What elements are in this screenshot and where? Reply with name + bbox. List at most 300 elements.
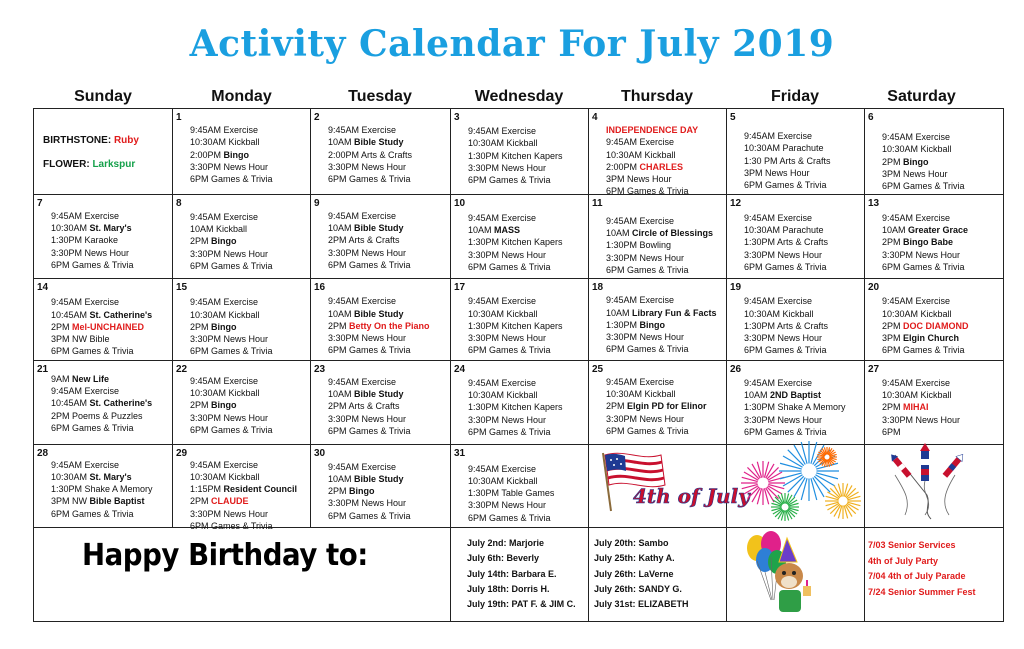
- day-cell: [311, 109, 451, 195]
- activity-highlight: Resident Council: [223, 484, 298, 495]
- activity-highlight: Elgin PD for Elinor: [627, 401, 707, 412]
- activity-highlight: St. Catherine's: [89, 309, 153, 320]
- day-cell: [173, 444, 311, 531]
- activity-item: 3:30PM News Hour: [606, 332, 685, 343]
- activity-list: [606, 124, 724, 198]
- activity-item: 9:45AM Exercise: [468, 126, 537, 136]
- day-cell-content: [589, 445, 750, 528]
- day-number: 10: [454, 197, 466, 209]
- activity-list: [606, 376, 724, 437]
- activity-item: 10:30AM Kickball: [882, 390, 952, 401]
- day-cell: [34, 360, 173, 444]
- activity-highlight: Bible Study: [354, 389, 404, 400]
- activity-item: 1:15PM Resident Council: [190, 484, 298, 495]
- calendar-grid: [33, 108, 1004, 622]
- activity-item: 6PM Games & Trivia: [744, 427, 827, 438]
- happy-birthday-heading: Happy Birthday to:: [82, 538, 368, 574]
- weekday-thursday: Thursday: [620, 88, 693, 105]
- day-number: 26: [730, 363, 742, 375]
- day-number: 9: [314, 197, 320, 209]
- activity-item: 3:30PM News Hour: [468, 414, 547, 425]
- activity-item: 3:30PM News Hour: [882, 249, 961, 260]
- birthday-list: [594, 536, 689, 612]
- activity-item: 9:45AM Exercise: [882, 132, 951, 142]
- activity-item: 6PM Games & Trivia: [468, 261, 551, 272]
- day-cell-content: [865, 109, 1003, 194]
- day-number: 12: [730, 197, 742, 209]
- activity-item: 6PM Games & Trivia: [606, 426, 689, 437]
- day-cell: [34, 444, 173, 528]
- activity-item: 3PM Elgin Church: [882, 333, 960, 344]
- activity-special: DOC DIAMOND: [903, 320, 969, 331]
- activity-item: 2PM Bingo: [328, 486, 375, 497]
- day-number: 24: [454, 363, 466, 375]
- day-cell: [451, 279, 589, 361]
- birthday-item: July 2nd: Marjorie: [467, 538, 545, 549]
- party-image-cell: [727, 528, 865, 622]
- activity-highlight: Bible Study: [354, 137, 404, 148]
- day-cell: [589, 279, 727, 361]
- activity-highlight: 2ND Baptist: [770, 390, 822, 401]
- day-cell: [589, 194, 727, 279]
- day-cell-content: [865, 361, 1003, 444]
- day-number: 11: [592, 197, 603, 209]
- day-cell-content: [173, 445, 310, 531]
- activity-item: 6PM Games & Trivia: [468, 427, 551, 438]
- activity-item: 3:30PM News Hour: [190, 508, 269, 519]
- day-cell-content: [865, 279, 1003, 360]
- events-content: [865, 528, 1003, 621]
- day-cell-content: [451, 279, 588, 360]
- birthstone-caption: BIRTHSTONE:: [43, 135, 114, 146]
- activity-list: [744, 377, 862, 438]
- day-cell-content: [34, 109, 172, 194]
- activity-item: 10:30AM Kickball: [190, 137, 260, 148]
- activity-item: 2:00PM CHARLES: [606, 161, 684, 172]
- activity-item: 1:30PM Arts & Crafts: [744, 237, 829, 248]
- activity-list: [51, 373, 170, 434]
- day-cell-content: [589, 361, 726, 444]
- activity-item: 10:30AM St. Mary's: [51, 222, 132, 233]
- birthday-list-cell: [589, 528, 727, 622]
- day-number: 30: [314, 447, 326, 459]
- activity-item: 6PM Games & Trivia: [328, 426, 411, 437]
- day-cell: [589, 444, 750, 528]
- activity-item: 2:00PM Bingo: [190, 149, 250, 160]
- day-cell: [589, 360, 727, 444]
- activity-list: [468, 212, 586, 273]
- activity-item: 9:45AM Exercise: [882, 296, 951, 307]
- weekday-wednesday: Wednesday: [474, 88, 564, 105]
- activity-item: 3:30PM News Hour: [744, 414, 823, 425]
- activity-list: [882, 131, 1001, 192]
- activity-item: 2PM Bingo: [190, 321, 237, 332]
- activity-item: 2:00PM Arts & Crafts: [328, 149, 413, 160]
- day-cell-content: [34, 445, 172, 528]
- activity-list: [468, 295, 586, 356]
- activity-item: 1:30PM Karaoke: [51, 235, 119, 246]
- activity-item: 3:30PM News Hour: [744, 333, 823, 344]
- birthday-list-content: [589, 528, 726, 621]
- activity-item: 3:30PM News Hour: [468, 333, 547, 344]
- fireworks-icon: [727, 445, 863, 525]
- birthday-item: July 31st: ELIZABETH: [594, 599, 689, 610]
- day-cell-content: [727, 361, 864, 444]
- activity-item: 10:30AM Kickball: [882, 144, 952, 155]
- activity-highlight: St. Mary's: [89, 222, 132, 233]
- day-number: 15: [176, 282, 188, 294]
- activity-list: [328, 376, 448, 437]
- activity-highlight: Circle of Blessings: [632, 227, 714, 238]
- day-cell-content: [451, 195, 588, 279]
- day-number: 3: [454, 112, 460, 123]
- activity-item: 9:45AM Exercise: [744, 212, 813, 223]
- day-cell: [311, 194, 451, 279]
- activity-item: 6PM Games & Trivia: [51, 346, 134, 357]
- birthday-item: July 19th: PAT F. & JIM C.: [467, 599, 576, 610]
- activity-item: 2PM Arts & Crafts: [328, 235, 400, 246]
- activity-item: 10:30AM Kickball: [468, 308, 538, 319]
- activity-item: 9:45AM Exercise: [328, 296, 397, 307]
- activity-item: 6PM Games & Trivia: [190, 174, 273, 185]
- day-number: 31: [454, 447, 466, 459]
- day-number: 4: [592, 112, 598, 123]
- activity-item: 9:45AM Exercise: [606, 295, 675, 306]
- activity-item: 6PM Games & Trivia: [51, 259, 134, 270]
- activity-item: 10AM Bible Study: [328, 308, 404, 319]
- birthday-item: July 14th: Barbara E.: [467, 568, 557, 579]
- activity-item: 10:45AM St. Catherine's: [51, 309, 153, 320]
- day-cell-content: [451, 361, 588, 444]
- activity-item: 10AM Bible Study: [328, 137, 404, 148]
- activity-highlight: Bingo: [211, 400, 237, 411]
- activity-item: 2PM Poems & Puzzles: [51, 410, 143, 421]
- birthday-list: [467, 536, 576, 612]
- activity-item: 10:30AM Kickball: [468, 390, 538, 401]
- day-number: 7: [37, 197, 43, 209]
- activity-item: 10:30AM Kickball: [190, 471, 260, 482]
- activity-item: 1:30PM Arts & Crafts: [744, 320, 829, 331]
- activity-item: 9:45AM Exercise: [744, 377, 813, 388]
- event-item: 7/03 Senior Services: [868, 540, 956, 551]
- activity-item: 9:45AM Exercise: [744, 296, 813, 307]
- activity-list: [190, 459, 308, 533]
- activity-item: 9:45AM Exercise: [328, 210, 397, 221]
- activity-list: [51, 296, 170, 357]
- activity-item: 2PM Bingo Babe: [882, 237, 954, 248]
- activity-item: 6PM Games & Trivia: [328, 259, 411, 270]
- activity-item: 10AM Bible Study: [328, 389, 404, 400]
- day-number: 25: [592, 363, 604, 375]
- activity-item: 10AM Library Fun & Facts: [606, 307, 717, 318]
- activity-list: [468, 377, 586, 438]
- activity-item: 9:45AM Exercise: [190, 297, 259, 308]
- birthstone-label: [43, 135, 139, 147]
- activity-item: 6PM Games & Trivia: [744, 261, 827, 272]
- day-cell-content: [34, 279, 172, 360]
- day-cell-content: [727, 195, 864, 279]
- activity-item: 2PM Bingo: [190, 400, 237, 411]
- day-number: 28: [37, 447, 49, 459]
- day-number: 18: [592, 282, 604, 294]
- activity-list: [468, 125, 586, 186]
- activity-special: Betty On the Piano: [349, 320, 430, 331]
- activity-highlight: Elgin Church: [903, 333, 960, 344]
- activity-item: 6PM Games & Trivia: [468, 345, 551, 356]
- activity-item: 9:45AM Exercise: [606, 137, 675, 148]
- activity-item: 2PM Betty On the Piano: [328, 320, 430, 331]
- day-cell: [173, 194, 311, 279]
- activity-item: 3PM News Hour: [606, 174, 672, 185]
- activity-highlight: Bible Baptist: [89, 496, 145, 507]
- day-cell-content: [451, 445, 588, 528]
- activity-highlight: Bingo: [349, 486, 375, 497]
- activity-highlight: New Life: [72, 373, 110, 384]
- activity-item: 3:30PM News Hour: [190, 334, 269, 345]
- day-cell-content: [173, 109, 310, 194]
- activity-list: [190, 375, 308, 436]
- activity-item: 6PM Games & Trivia: [882, 181, 965, 192]
- flower-value: Larkspur: [92, 159, 136, 170]
- activity-item: 10:45AM St. Catherine's: [51, 398, 153, 409]
- activity-list: [190, 124, 308, 185]
- activity-item: 6PM Games & Trivia: [606, 186, 689, 197]
- day-number: 22: [176, 363, 188, 375]
- activity-item: 1:30PM Kitchen Kapers: [468, 320, 563, 331]
- party-image: [727, 528, 864, 621]
- day-cell: [311, 279, 451, 361]
- day-cell: [727, 444, 865, 528]
- activity-list: [328, 124, 448, 185]
- day-cell: [451, 360, 589, 444]
- activity-item: 9:45AM Exercise: [51, 386, 120, 397]
- activity-item: 3PM NW Bible Baptist: [51, 496, 145, 507]
- activity-highlight: Bible Study: [354, 473, 404, 484]
- activity-item: 10AM Greater Grace: [882, 224, 969, 235]
- activity-item: 3:30PM News Hour: [606, 413, 685, 424]
- party-dog-icon: [727, 528, 863, 618]
- activity-item: 10:30AM Kickball: [190, 388, 260, 399]
- activity-item: 3:30PM News Hour: [468, 500, 547, 511]
- activity-item: 3:30PM News Hour: [328, 498, 407, 509]
- day-number: 29: [176, 447, 188, 459]
- day-cell-content: [34, 361, 172, 444]
- activity-item: 9:45AM Exercise: [744, 131, 813, 141]
- day-cell: [865, 444, 1004, 528]
- day-number: 5: [730, 112, 736, 123]
- activity-item: 6PM Games & Trivia: [468, 175, 551, 186]
- activity-special: CHARLES: [639, 161, 684, 172]
- activity-item: 2PM Arts & Crafts: [328, 401, 400, 412]
- day-cell-content: [173, 279, 310, 360]
- day-number: 27: [868, 363, 880, 375]
- day-cell: [173, 360, 311, 444]
- activity-list: [744, 130, 862, 191]
- birthday-list-content: [451, 528, 588, 621]
- activity-item: 1:30PM Shake A Memory: [51, 484, 153, 495]
- day-cell-content: [589, 279, 726, 360]
- activity-list: [882, 377, 1001, 438]
- activity-list: [606, 294, 724, 355]
- fourth-of-july-clipart: [589, 445, 750, 525]
- activity-highlight: Bingo: [639, 319, 666, 330]
- activity-list: [744, 212, 862, 273]
- activity-item: 1:30PM Kitchen Kapers: [468, 237, 563, 248]
- activity-item: 6PM: [882, 427, 901, 438]
- activity-highlight: Bingo Babe: [903, 237, 954, 248]
- activity-item: 3:30PM News Hour: [468, 249, 547, 260]
- activity-item: 10AM 2ND Baptist: [744, 390, 822, 401]
- day-cell-content: [727, 109, 864, 194]
- activity-item: 3:30PM News Hour: [190, 248, 269, 259]
- activity-list: [328, 210, 448, 271]
- day-cell-content: [311, 445, 450, 528]
- activity-item: 2PM Bingo: [190, 236, 237, 247]
- activity-item: 3:30PM News Hour: [744, 249, 823, 260]
- activity-item: 9:45AM Exercise: [328, 125, 397, 135]
- activity-item: 1:30PM Shake A Memory: [744, 402, 846, 413]
- activity-item: 3:30PM News Hour: [882, 414, 961, 425]
- activity-list: [328, 295, 448, 356]
- activity-item: 3PM NW Bible: [51, 334, 110, 345]
- activity-item: 6PM Games & Trivia: [744, 345, 827, 356]
- day-number: 23: [314, 363, 326, 375]
- activity-item: 1:30PM Bowling: [606, 240, 672, 251]
- activity-item: 10:30AM Kickball: [606, 389, 676, 400]
- activity-list: [51, 210, 170, 271]
- day-cell: [311, 444, 451, 528]
- activity-item: 3:30PM News Hour: [190, 412, 269, 423]
- activity-item: 9:45AM Exercise: [190, 125, 259, 135]
- day-number: 6: [868, 112, 874, 123]
- day-cell: [451, 444, 589, 528]
- activity-item: 1:30PM Kitchen Kapers: [468, 150, 563, 161]
- activity-item: 3:30PM News Hour: [606, 252, 685, 263]
- activity-item: 9:45AM Exercise: [190, 375, 259, 386]
- activity-item: 6PM Games & Trivia: [328, 345, 411, 356]
- activity-item: 9:45AM Exercise: [882, 212, 951, 223]
- flower-caption: FLOWER:: [43, 159, 93, 170]
- day-cell-content: [589, 195, 726, 279]
- activity-item: 10:30AM Parachute: [744, 143, 824, 154]
- activity-item: 6PM Games & Trivia: [51, 508, 134, 519]
- activity-item: 10AM Circle of Blessings: [606, 227, 714, 238]
- activity-item: 9:45AM Exercise: [606, 376, 675, 387]
- day-number: 19: [730, 282, 742, 294]
- activity-item: [606, 124, 724, 136]
- day-number: 1: [176, 112, 182, 123]
- activity-item: 1:30PM Kitchen Kapers: [468, 402, 563, 413]
- day-cell: [865, 360, 1004, 444]
- rockets-icon: [865, 445, 1001, 525]
- activity-item: 2PM Mel-UNCHAINED: [51, 321, 145, 332]
- activity-special: Mel-UNCHAINED: [72, 321, 145, 332]
- activity-special: MIHAI: [903, 402, 929, 413]
- birthday-banner-cell: [34, 528, 451, 622]
- day-cell: [727, 194, 865, 279]
- activity-list: [882, 212, 1001, 273]
- events-cell: [865, 528, 1004, 622]
- day-cell: [34, 279, 173, 361]
- activity-item: 3PM News Hour: [882, 168, 948, 179]
- activity-item: 9:45AM Exercise: [328, 461, 397, 472]
- activity-special: CLAUDE: [211, 496, 249, 507]
- day-cell: [451, 194, 589, 279]
- activity-item: 3:30PM News Hour: [468, 162, 547, 173]
- day-cell: [727, 109, 865, 195]
- activity-item: 9:45AM Exercise: [190, 459, 259, 470]
- activity-item: 9:45AM Exercise: [606, 215, 675, 226]
- activity-highlight: Bible Study: [354, 222, 404, 233]
- weekday-saturday: Saturday: [887, 88, 956, 105]
- activity-item: 6PM Games & Trivia: [51, 423, 134, 434]
- activity-item: 3:30PM News Hour: [328, 247, 407, 258]
- event-item: 7/04 4th of July Parade: [868, 571, 966, 582]
- activity-list: [51, 459, 170, 520]
- activity-item: 2PM Elgin PD for Elinor: [606, 401, 707, 412]
- activity-item: 3:30PM News Hour: [51, 247, 130, 258]
- activity-list: [744, 295, 862, 356]
- day-number: 2: [314, 112, 320, 123]
- day-number: 8: [176, 197, 182, 209]
- activity-item: 2PM DOC DIAMOND: [882, 320, 969, 331]
- activity-item: 6PM Games & Trivia: [882, 345, 965, 356]
- activity-list: [328, 461, 448, 522]
- activity-item: 10:30AM St. Mary's: [51, 471, 132, 482]
- activity-highlight: St. Catherine's: [89, 398, 153, 409]
- activity-item: 6PM Games & Trivia: [190, 520, 273, 531]
- activity-special: INDEPENDENCE DAY: [606, 125, 699, 135]
- birthstone-value: Ruby: [113, 135, 139, 146]
- fourth-of-july-text: 4th of July: [633, 483, 750, 508]
- activity-item: 9:45AM Exercise: [51, 459, 120, 470]
- flower-label: [43, 159, 135, 171]
- activity-list: [468, 463, 586, 524]
- activity-item: 10:30AM Kickball: [744, 308, 814, 319]
- day-cell: [34, 194, 173, 279]
- day-cell: [865, 109, 1004, 195]
- activity-item: 9:45AM Exercise: [468, 463, 537, 474]
- birthday-item: July 20th: Sambo: [594, 538, 669, 549]
- activity-highlight: St. Mary's: [89, 471, 132, 482]
- activity-item: 1:30 PM Arts & Crafts: [744, 155, 831, 166]
- activity-item: 10AM Bible Study: [328, 473, 404, 484]
- activity-item: 10AM Kickball: [190, 223, 248, 234]
- activity-item: 6PM Games & Trivia: [606, 264, 689, 275]
- day-cell-content: [311, 279, 450, 360]
- birthday-item: July 26th: LaVerne: [594, 568, 674, 579]
- activity-item: 6PM Games & Trivia: [328, 174, 411, 185]
- activity-item: 6PM Games & Trivia: [468, 512, 551, 523]
- weekday-monday: Monday: [211, 88, 272, 105]
- activity-item: 10AM MASS: [468, 224, 521, 235]
- day-number: 20: [868, 282, 880, 294]
- day-cell: [451, 109, 589, 195]
- day-cell-content: [589, 109, 726, 197]
- day-cell-content: [34, 195, 172, 279]
- day-cell: [865, 194, 1004, 279]
- activity-highlight: Bingo: [903, 156, 929, 167]
- day-number: 13: [868, 197, 880, 209]
- day-cell-content: [727, 279, 864, 360]
- activity-list: [190, 296, 308, 357]
- weekday-friday: Friday: [770, 88, 819, 105]
- day-number: 16: [314, 282, 326, 294]
- activity-highlight: Greater Grace: [908, 224, 969, 235]
- activity-item: 9AM New Life: [51, 373, 110, 384]
- activity-item: 9:45AM Exercise: [468, 377, 537, 388]
- activity-item: 6PM Games & Trivia: [882, 261, 965, 272]
